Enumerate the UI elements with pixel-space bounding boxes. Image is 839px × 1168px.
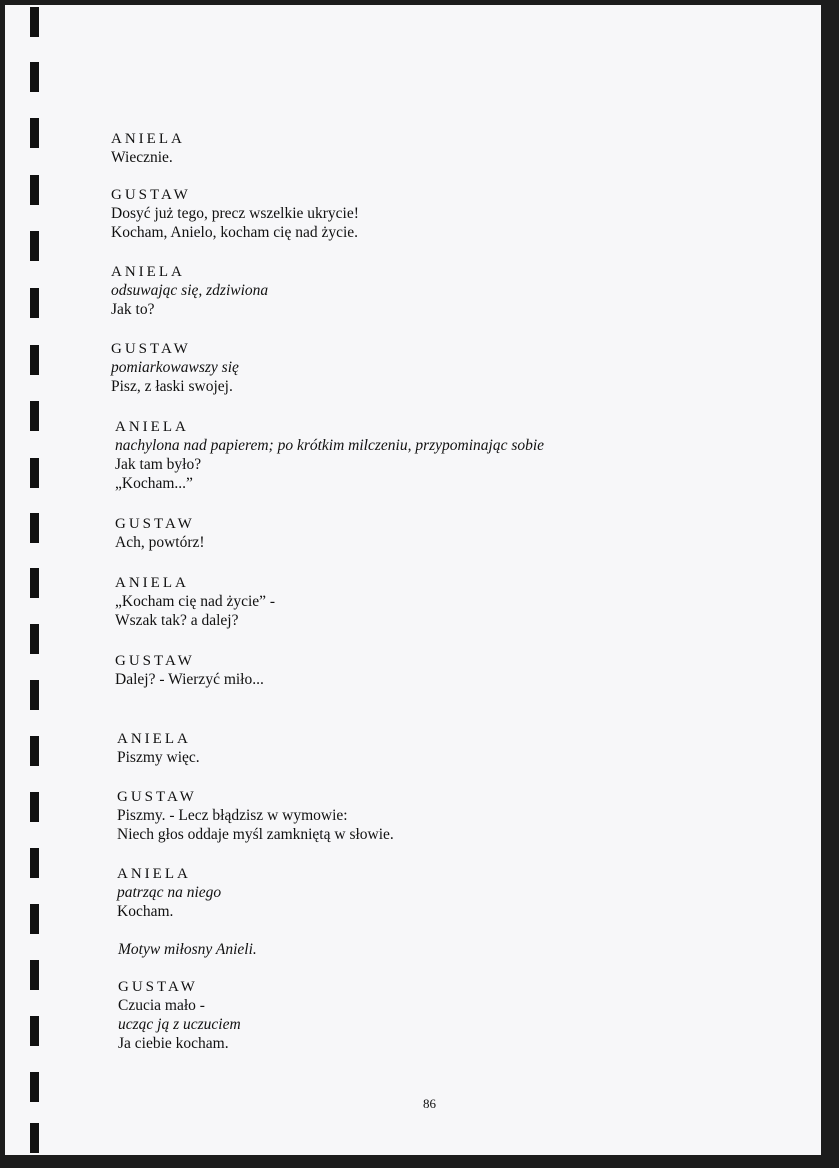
binding-hole	[30, 624, 39, 654]
speaker-name: GUSTAW	[115, 516, 195, 532]
binding-hole	[30, 904, 39, 934]
binding-hole	[30, 458, 39, 488]
speaker-name: ANIELA	[111, 264, 185, 280]
dialogue-line: Jak to?	[111, 301, 155, 318]
stage-direction: Motyw miłosny Anieli.	[118, 941, 257, 958]
dialogue-line: Jak tam było?	[115, 456, 202, 473]
binding-hole	[30, 345, 39, 375]
dialogue-line: Pisz, z łaski swojej.	[111, 378, 233, 395]
speaker-name: GUSTAW	[118, 979, 198, 995]
binding-hole	[30, 7, 39, 37]
speaker-name: GUSTAW	[115, 653, 195, 669]
binding-hole	[30, 231, 39, 261]
binding-hole	[30, 288, 39, 318]
speaker-name: ANIELA	[111, 131, 185, 147]
stage-direction: nachylona nad papierem; po krótkim milczeniu, przypominając sobie	[115, 437, 545, 454]
binding-hole	[30, 513, 39, 543]
speaker-name: ANIELA	[115, 419, 189, 435]
stage-direction: pomiarkowawszy się	[111, 359, 239, 376]
stage-direction: ucząc ją z uczuciem	[118, 1016, 241, 1033]
binding-hole	[30, 175, 39, 205]
dialogue-line: „Kocham...”	[115, 475, 193, 492]
document-page	[5, 5, 821, 1155]
speaker-name: ANIELA	[117, 731, 191, 747]
dialogue-line: Kocham, Anielo, kocham cię nad życie.	[111, 224, 359, 241]
binding-hole	[30, 568, 39, 598]
binding-hole	[30, 1072, 39, 1102]
dialogue-line: Wszak tak? a dalej?	[115, 612, 239, 629]
speaker-name: GUSTAW	[111, 187, 191, 203]
dialogue-line: Ach, powtórz!	[115, 534, 205, 551]
binding-holes	[30, 5, 42, 1155]
page-number: 86	[423, 1096, 436, 1111]
speaker-name: ANIELA	[117, 866, 191, 882]
dialogue-line: Niech głos oddaje myśl zamkniętą w słowie.	[117, 826, 394, 843]
binding-hole	[30, 792, 39, 822]
binding-hole	[30, 62, 39, 92]
dialogue-line: Dalej? - Wierzyć miło...	[115, 671, 264, 688]
binding-hole	[30, 680, 39, 710]
dialogue-line: Wiecznie.	[111, 149, 173, 166]
stage-direction: patrząc na niego	[117, 884, 222, 901]
binding-hole	[30, 1123, 39, 1153]
binding-hole	[30, 1016, 39, 1046]
stage-direction: odsuwając się, zdziwiona	[111, 282, 269, 299]
dialogue-line: Czucia mało -	[118, 997, 205, 1014]
dialogue-line: Piszmy. - Lecz błądzisz w wymowie:	[117, 807, 348, 824]
binding-hole	[30, 960, 39, 990]
binding-hole	[30, 736, 39, 766]
speaker-name: ANIELA	[115, 575, 189, 591]
binding-hole	[30, 118, 39, 148]
dialogue-line: „Kocham cię nad życie” -	[115, 593, 276, 610]
speaker-name: GUSTAW	[111, 341, 191, 357]
speaker-name: GUSTAW	[117, 789, 197, 805]
binding-hole	[30, 401, 39, 431]
dialogue-line: Kocham.	[117, 903, 174, 920]
dialogue-line: Piszmy więc.	[117, 749, 200, 766]
dialogue-line: Ja ciebie kocham.	[118, 1035, 229, 1052]
dialogue-line: Dosyć już tego, precz wszelkie ukrycie!	[111, 205, 359, 222]
binding-hole	[30, 848, 39, 878]
